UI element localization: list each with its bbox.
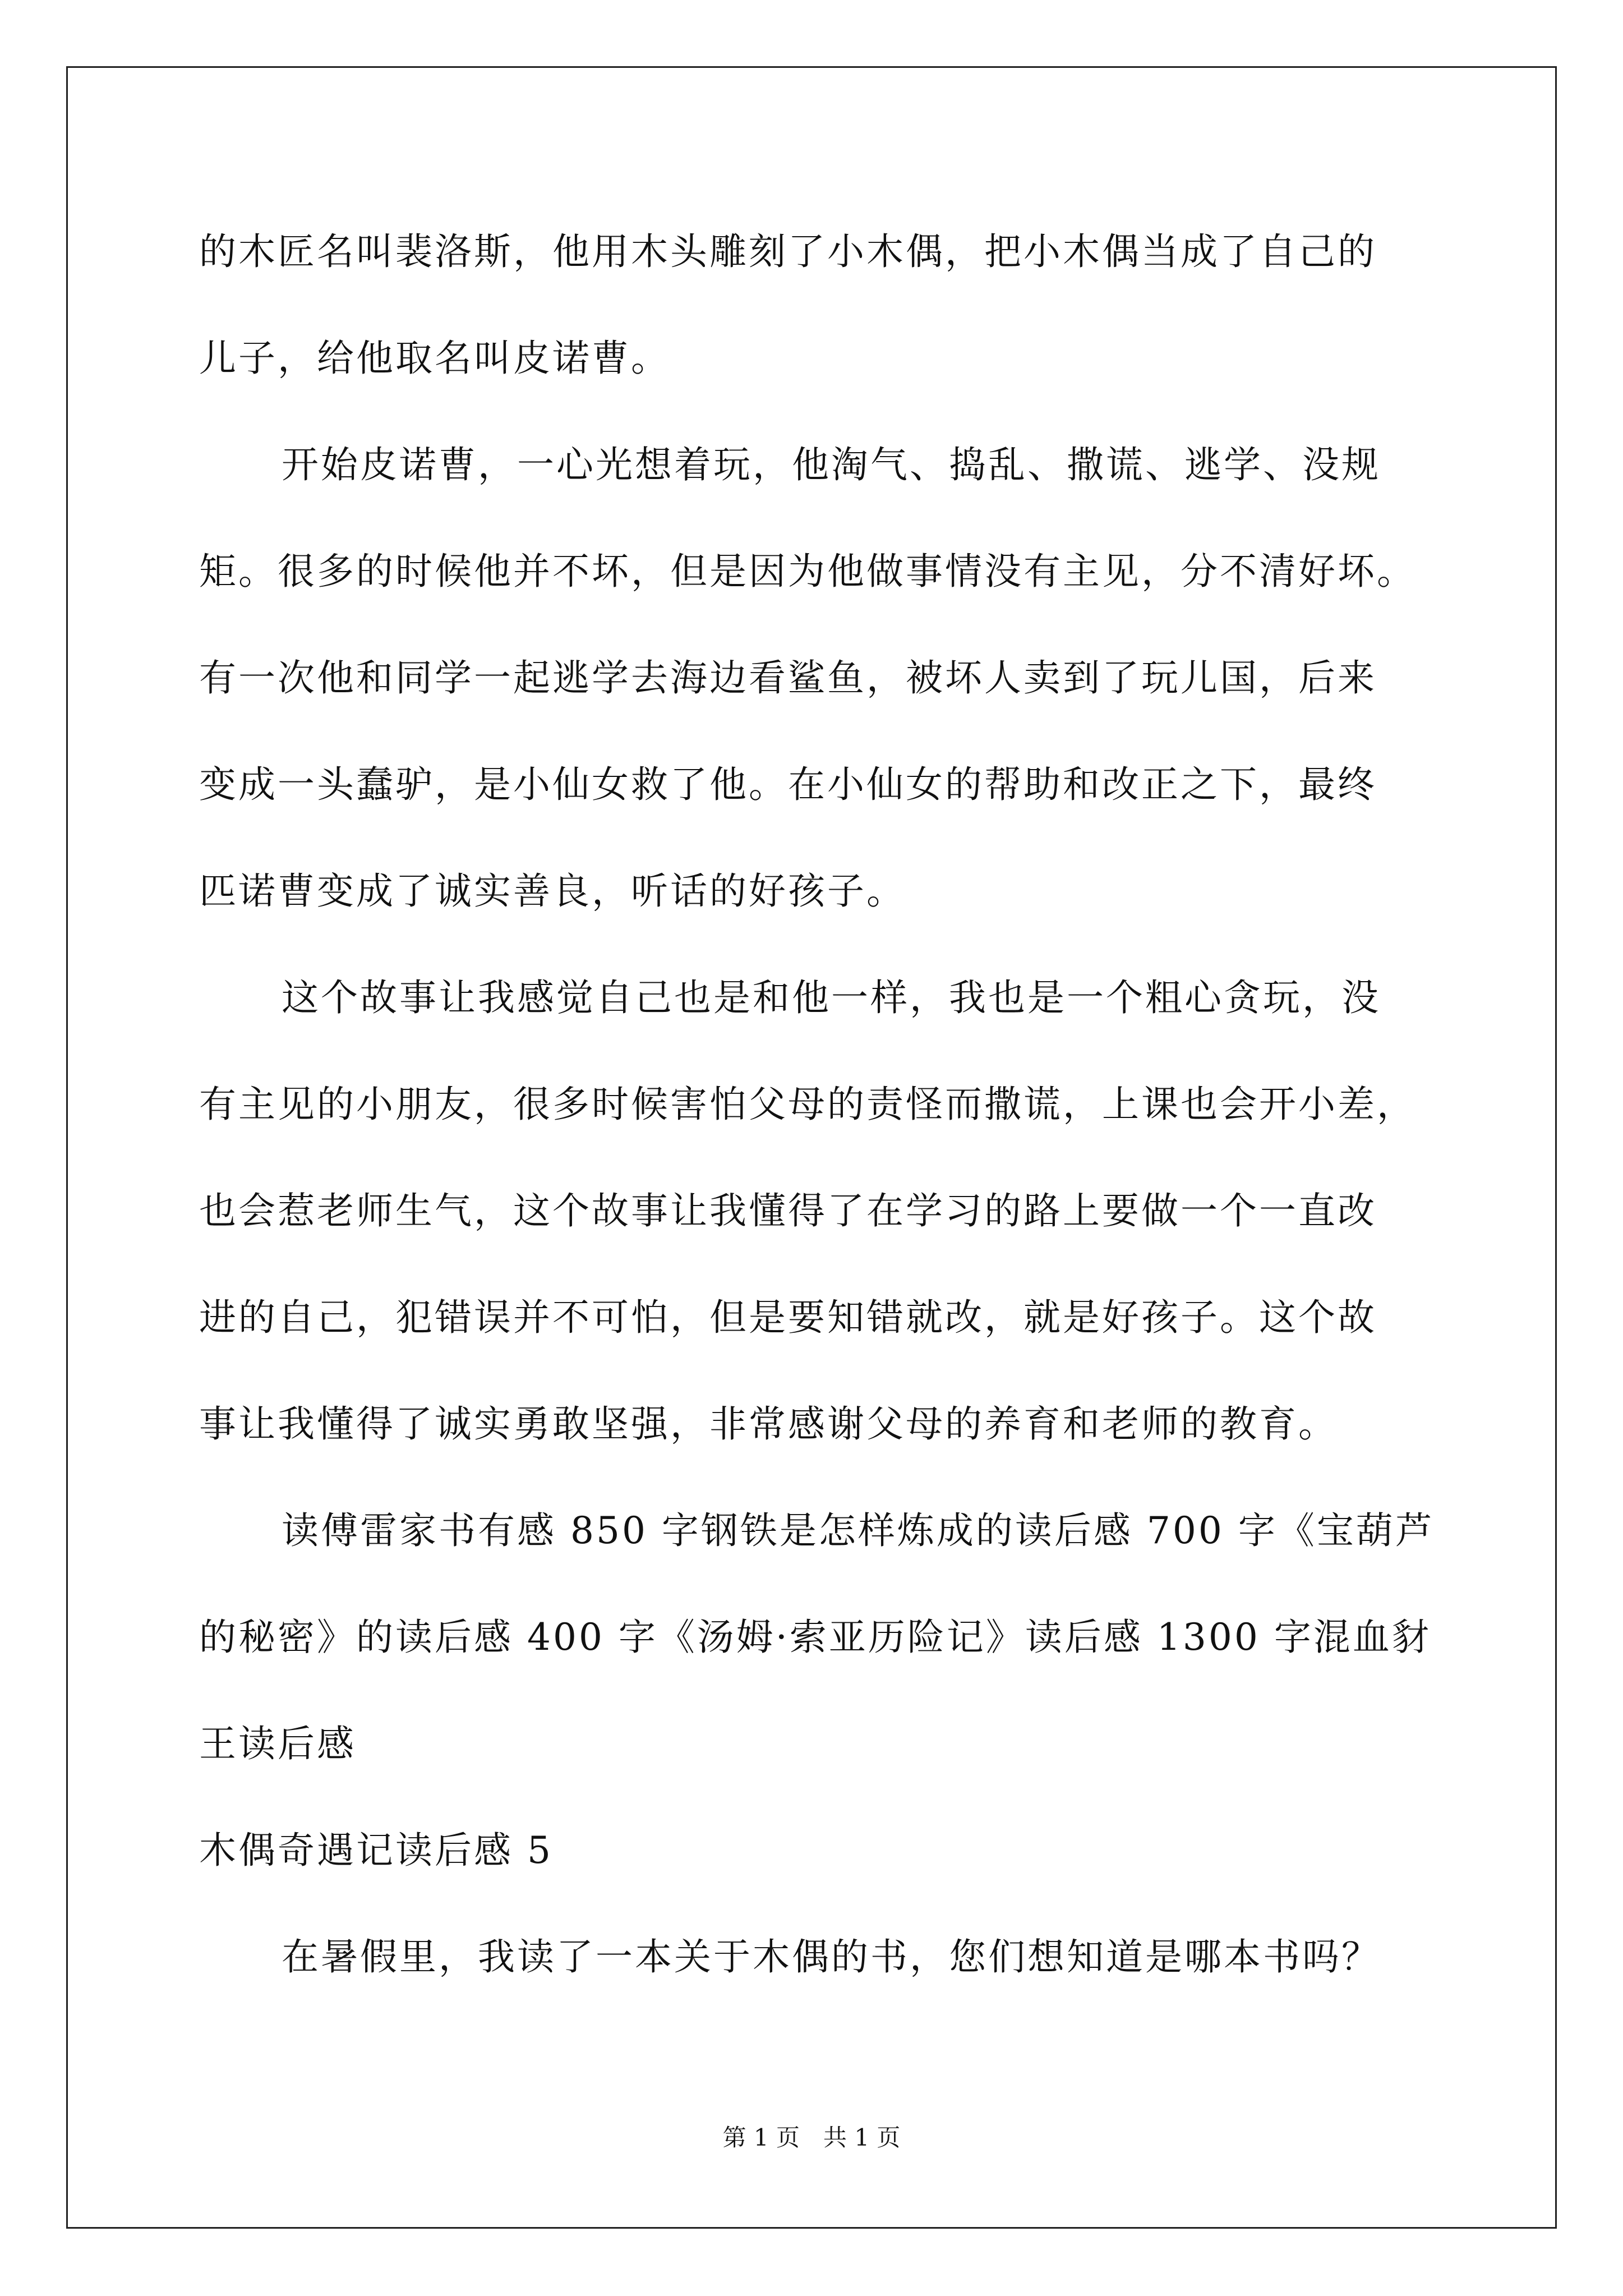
paragraph-line: 这个故事让我感觉自己也是和他一样，我也是一个粗心贪玩，没 bbox=[282, 976, 1381, 1019]
page-border bbox=[66, 66, 1557, 2229]
paragraph-line: 的木匠名叫裴洛斯，他用木头雕刻了小木偶，把小木偶当成了自己的 bbox=[199, 230, 1377, 273]
paragraph-line: 开始皮诺曹，一心光想着玩，他淘气、捣乱、撒谎、逃学、没规 bbox=[282, 443, 1381, 486]
paragraph-line: 王读后感 bbox=[199, 1722, 356, 1765]
page-footer: 第 1 页 共 1 页 bbox=[722, 2124, 901, 2151]
paragraph-line: 也会惹老师生气，这个故事让我懂得了在学习的路上要做一个一直改 bbox=[199, 1189, 1377, 1232]
paragraph-line: 读傅雷家书有感 850 字钢铁是怎样炼成的读后感 700 字《宝葫芦 bbox=[282, 1509, 1435, 1552]
paragraph-line: 进的自己，犯错误并不可怕，但是要知错就改，就是好孩子。这个故 bbox=[199, 1296, 1377, 1339]
paragraph-line: 有一次他和同学一起逃学去海边看鲨鱼，被坏人卖到了玩儿国，后来 bbox=[199, 656, 1377, 700]
paragraph-line: 事让我懂得了诚实勇敢坚强，非常感谢父母的养育和老师的教育。 bbox=[199, 1402, 1338, 1446]
paragraph-line: 矩。很多的时候他并不坏，但是因为他做事情没有主见，分不清好坏。 bbox=[199, 550, 1416, 593]
paragraph-line: 变成一头蠢驴，是小仙女救了他。在小仙女的帮助和改正之下，最终 bbox=[199, 763, 1377, 806]
paragraph-line: 有主见的小朋友，很多时候害怕父母的责怪而撒谎，上课也会开小差， bbox=[199, 1083, 1416, 1126]
paragraph-line: 儿子，给他取名叫皮诺曹。 bbox=[199, 337, 670, 380]
paragraph-line: 在暑假里，我读了一本关于木偶的书，您们想知道是哪本书吗？ bbox=[282, 1935, 1381, 1978]
paragraph-line: 匹诺曹变成了诚实善良，听话的好孩子。 bbox=[199, 869, 906, 913]
section-title: 木偶奇遇记读后感 5 bbox=[199, 1829, 553, 1872]
paragraph-line: 的秘密》的读后感 400 字《汤姆·索亚历险记》读后感 1300 字混血豺 bbox=[199, 1616, 1431, 1659]
